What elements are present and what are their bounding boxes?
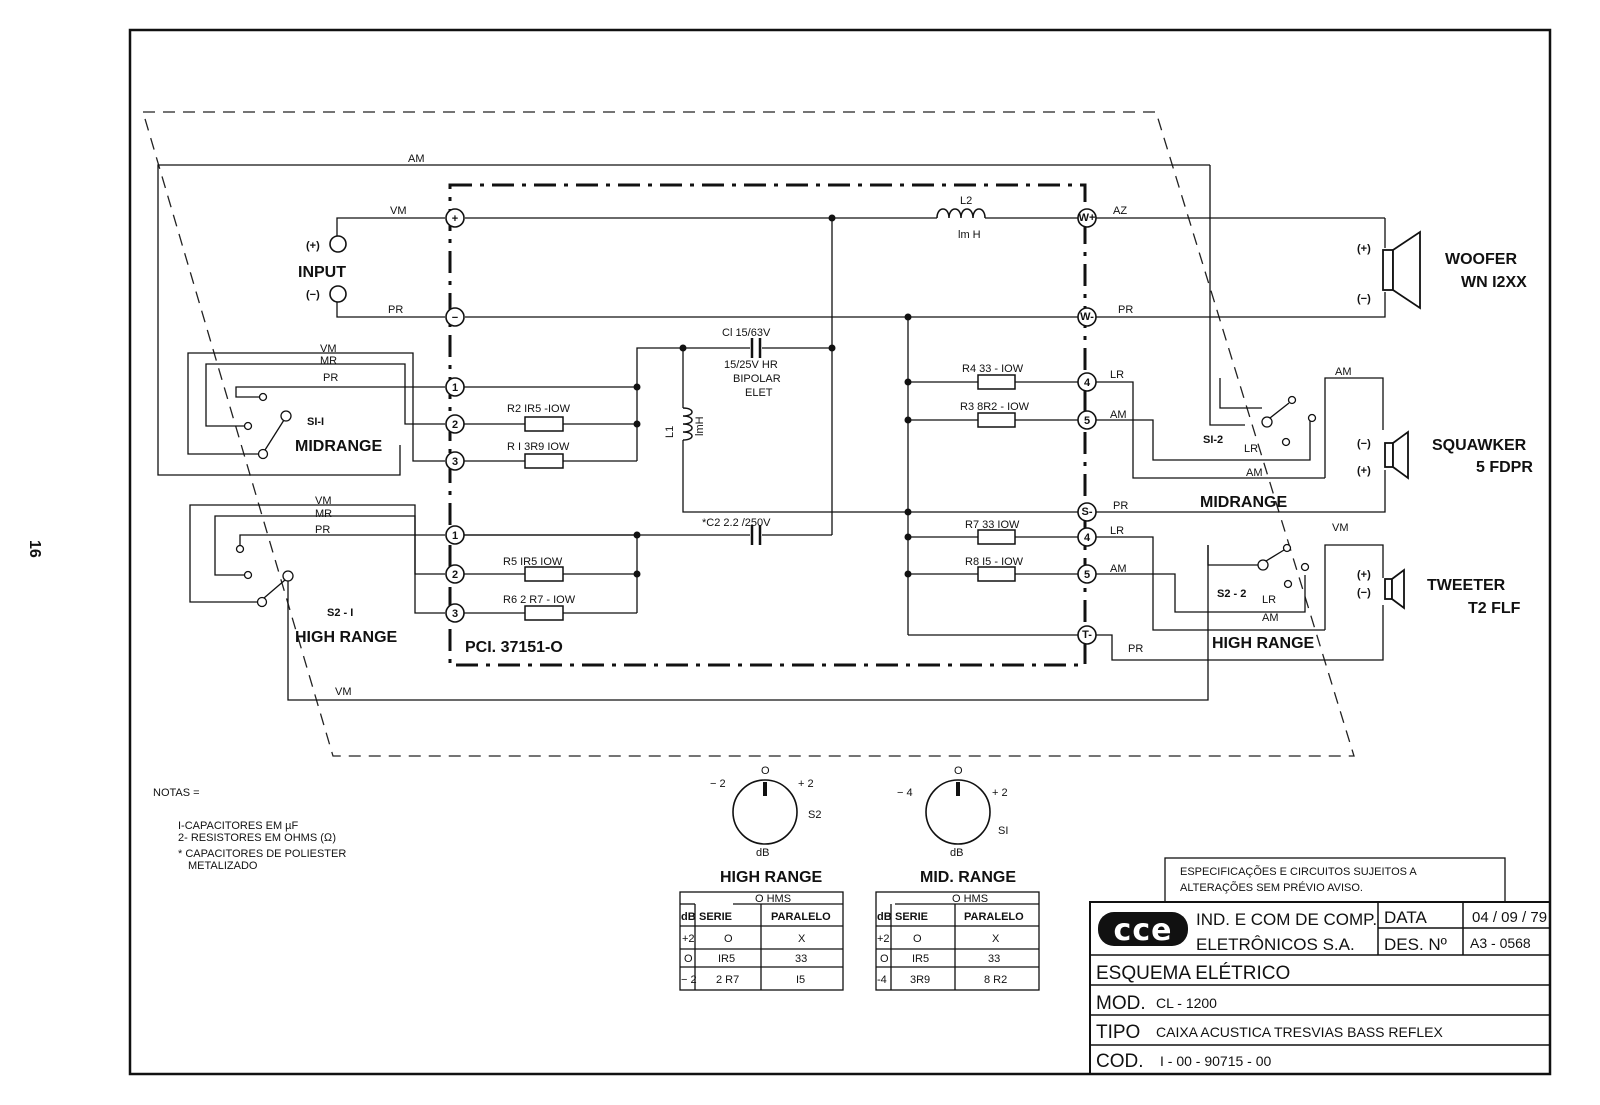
dial-s2-label: S2 <box>808 809 822 821</box>
switch-s2-2-label: S2 - 2 <box>1217 588 1247 600</box>
des-label: DES. Nº <box>1384 935 1447 954</box>
switch-s2-1-label: S2 - I <box>327 607 354 619</box>
woofer-model: WN I2XX <box>1461 274 1527 291</box>
wire-vm-bottom: VM <box>335 686 352 698</box>
switch-s1-2 <box>1262 397 1316 446</box>
dial-s2-zero: O <box>761 765 770 777</box>
dial-s2-minus: − 2 <box>710 778 726 790</box>
note-2: 2- RESISTORES EM OHMS (Ω) <box>178 832 336 844</box>
des-value: A3 - 0568 <box>1470 935 1531 951</box>
label-l2: L2 <box>960 195 973 207</box>
terminal-minus: − <box>451 312 459 324</box>
mid-table-r2-serie: IR5 <box>912 953 930 965</box>
high-table-h-paralelo: PARALELO <box>771 911 831 923</box>
wire-lr-s1-2: LR <box>1244 443 1259 455</box>
high-table-r3-serie: 2 R7 <box>716 974 740 986</box>
terminal-4-high: 4 <box>1083 532 1091 544</box>
terminal-1-high: 1 <box>451 530 459 542</box>
wire-vm-input: VM <box>390 205 407 217</box>
mid-range-table <box>876 892 1039 990</box>
label-c1-alt3: ELET <box>745 387 773 399</box>
woofer-speaker-icon <box>1383 232 1420 308</box>
squawker-plus: (+) <box>1357 465 1371 477</box>
mod-label: MOD. <box>1096 993 1146 1014</box>
resistor-r4 <box>978 375 1015 389</box>
dial-s1-plus: + 2 <box>992 787 1008 799</box>
label-c1-alt1: 15/25V HR <box>724 359 778 371</box>
wire-lr-mid: LR <box>1110 369 1125 381</box>
high-table-r2-serie: IR5 <box>718 953 736 965</box>
wire-lr-s2-2: LR <box>1262 594 1277 606</box>
woofer-name: WOOFER <box>1445 251 1517 268</box>
terminal-5-mid: 5 <box>1083 415 1091 427</box>
terminal-1-mid: 1 <box>451 382 459 394</box>
inductor-l1 <box>683 408 692 440</box>
resistor-r1 <box>525 454 563 468</box>
terminal-4-mid: 4 <box>1083 377 1091 389</box>
mid-table-h-paralelo: PARALELO <box>964 911 1024 923</box>
section-labels <box>295 240 1315 656</box>
squawker-speaker-icon <box>1385 432 1408 478</box>
label-r1: R I 3R9 IOW <box>507 441 570 453</box>
resistor-r7 <box>978 530 1015 544</box>
wire-vm-tweeter: VM <box>1332 522 1349 534</box>
terminal-w-minus: W- <box>1080 311 1094 323</box>
tipo-label: TIPO <box>1096 1022 1141 1043</box>
wire-pr-input: PR <box>388 304 404 316</box>
mid-range-table-text <box>877 893 1024 986</box>
high-table-h-db: dB <box>681 911 696 923</box>
drawing-title: ESQUEMA ELÉTRICO <box>1096 963 1291 984</box>
label-r8: R8 I5 - IOW <box>965 556 1024 568</box>
spec-line-1: ESPECIFICAÇÕES E CIRCUITOS SUJEITOS A <box>1180 866 1417 878</box>
wire-am-high-loop: AM <box>1262 612 1279 624</box>
label-r2: R2 IR5 -IOW <box>507 403 570 415</box>
mid-table-h-serie: SERIE <box>895 911 929 923</box>
dial-s2 <box>710 765 823 886</box>
input-plus-label: (+) <box>306 240 320 252</box>
input-minus-jack <box>330 286 346 302</box>
wire-pr-s2: PR <box>315 524 331 536</box>
resistors <box>525 375 1015 620</box>
high-range-section-label: HIGH RANGE <box>1212 635 1315 652</box>
high-range-table-text <box>681 893 831 986</box>
label-l1-value: lmH <box>694 416 706 436</box>
woofer-minus: (−) <box>1357 293 1371 305</box>
label-r4: R4 33 - IOW <box>962 363 1024 375</box>
cod-value: I - 00 - 90715 - 00 <box>1160 1053 1272 1069</box>
label-c1-alt2: BIPOLAR <box>733 373 781 385</box>
mid-table-ohms: O HMS <box>952 893 989 905</box>
mid-table-r3-serie: 3R9 <box>910 974 931 986</box>
dial-s2-title: HIGH RANGE <box>720 869 823 886</box>
resistor-r8 <box>978 567 1015 581</box>
switch-s2-1 <box>237 546 294 607</box>
mid-table-r3-paralelo: 8 R2 <box>984 974 1008 986</box>
tweeter-minus: (−) <box>1357 587 1371 599</box>
switch-s2-2 <box>1258 545 1309 588</box>
wire-mr-s2: MR <box>315 508 333 520</box>
input-plus-jack <box>330 236 346 252</box>
high-table-r3-db: − 2 <box>681 974 697 986</box>
resistor-r5 <box>525 567 563 581</box>
wire-am-mid: AM <box>1110 409 1127 421</box>
tweeter-name: TWEETER <box>1427 577 1506 594</box>
terminal-plus: + <box>451 213 459 225</box>
label-c2: *C2 2.2 /250V <box>702 517 771 529</box>
mid-table-h-db: dB <box>877 911 892 923</box>
mod-value: CL - 1200 <box>1156 995 1217 1011</box>
high-table-ohms: O HMS <box>755 893 792 905</box>
mid-table-r1-serie: O <box>913 933 922 945</box>
tweeter-model: T2 FLF <box>1468 600 1521 617</box>
dial-s2-plus: + 2 <box>798 778 814 790</box>
wire-labels <box>315 153 1352 698</box>
tweeter-speaker-icon <box>1385 570 1404 608</box>
label-c1: Cl 15/63V <box>722 327 771 339</box>
dial-s1-zero: O <box>954 765 963 777</box>
terminal-w-plus: W+ <box>1078 212 1096 224</box>
switch-s1-2-label: SI-2 <box>1203 434 1224 446</box>
data-value: 04 / 09 / 79 <box>1472 909 1548 926</box>
high-table-r2-paralelo: 33 <box>795 953 808 965</box>
high-table-r1-paralelo: X <box>798 933 806 945</box>
tipo-value: CAIXA ACUSTICA TRESVIAS BASS REFLEX <box>1156 1024 1443 1040</box>
component-labels <box>503 195 1030 606</box>
woofer-plus: (+) <box>1357 243 1371 255</box>
high-table-h-serie: SERIE <box>699 911 733 923</box>
terminal-3-mid: 3 <box>451 456 459 468</box>
dial-s2-unit: dB <box>756 847 770 859</box>
note-3: * CAPACITORES DE POLIESTER <box>178 848 347 860</box>
label-r3: R3 8R2 - IOW <box>960 401 1030 413</box>
cod-label: COD. <box>1096 1051 1144 1072</box>
wire-lr-high: LR <box>1110 525 1125 537</box>
wire-am-top: AM <box>408 153 425 165</box>
mid-table-r2-paralelo: 33 <box>988 953 1001 965</box>
notes <box>153 787 346 872</box>
switch-s1-1-name: MIDRANGE <box>295 438 383 455</box>
wire-pr-tweeter: PR <box>1128 643 1144 655</box>
terminal-2-mid: 2 <box>451 419 459 431</box>
label-r5: R5 IR5 IOW <box>503 556 563 568</box>
wire-am-high: AM <box>1110 563 1127 575</box>
wire-vm-s2: VM <box>315 495 332 507</box>
squawker-model: 5 FDPR <box>1476 459 1533 476</box>
tweeter-plus: (+) <box>1357 569 1371 581</box>
label-r7: R7 33 IOW <box>965 519 1020 531</box>
company-line-1: IND. E COM DE COMP. <box>1196 910 1378 929</box>
terminal-5-high: 5 <box>1083 569 1091 581</box>
label-l1: L1 <box>664 425 676 438</box>
high-table-r3-paralelo: I5 <box>796 974 806 986</box>
wire-pr-woofer: PR <box>1118 304 1134 316</box>
company-line-2: ELETRÔNICOS S.A. <box>1196 935 1355 954</box>
dial-s1-minus: − 4 <box>897 787 913 799</box>
mid-table-r2-db: O <box>880 953 889 965</box>
inductor-l2 <box>937 209 985 218</box>
note-1: I-CAPACITORES EM µF <box>178 820 299 832</box>
wire-az-woofer: AZ <box>1113 205 1128 217</box>
spec-notice <box>1165 858 1505 902</box>
mid-table-r1-db: +2 <box>877 933 890 945</box>
switch-s2-1-name: HIGH RANGE <box>295 629 398 646</box>
input-minus-label: (−) <box>306 289 320 301</box>
data-label: DATA <box>1384 908 1427 927</box>
midrange-section-label: MIDRANGE <box>1200 494 1288 511</box>
mid-table-r1-paralelo: X <box>992 933 1000 945</box>
pcb-label: PCI. 37151-O <box>465 639 563 656</box>
terminal-t-minus: T- <box>1082 629 1092 641</box>
dial-s1 <box>897 765 1016 886</box>
terminal-3-high: 3 <box>451 608 459 620</box>
resistor-r6 <box>525 606 563 620</box>
squawker-name: SQUAWKER <box>1432 437 1527 454</box>
mid-table-r3-db: -4 <box>877 974 887 986</box>
notes-heading: NOTAS = <box>153 787 200 799</box>
cce-logo-text: cce <box>1113 913 1173 948</box>
resistor-r2 <box>525 417 563 431</box>
spec-line-2: ALTERAÇÕES SEM PRÉVIO AVISO. <box>1180 882 1363 894</box>
squawker-minus: (−) <box>1357 438 1371 450</box>
wire-vm-s1: VM <box>320 343 337 355</box>
label-r6: R6 2 R7 - IOW <box>503 594 576 606</box>
dial-s1-unit: dB <box>950 847 964 859</box>
wire-am-mid-loop: AM <box>1246 467 1263 479</box>
input-label: INPUT <box>298 264 346 281</box>
high-range-table <box>680 892 843 990</box>
high-table-r1-db: +2 <box>682 933 695 945</box>
capacitor-c1 <box>752 338 760 358</box>
resistor-r3 <box>978 413 1015 427</box>
wire-am-squawker: AM <box>1335 366 1352 378</box>
page-number: 16 <box>26 540 43 558</box>
high-table-r2-db: O <box>684 953 693 965</box>
cce-logo <box>1098 912 1188 948</box>
dial-s1-label: SI <box>998 825 1009 837</box>
high-table-r1-serie: O <box>724 933 733 945</box>
switch-s1-1-label: SI-I <box>307 416 325 428</box>
terminal-s-minus: S- <box>1081 506 1093 518</box>
wire-mr-s1: MR <box>320 355 338 367</box>
wire-pr-squawker: PR <box>1113 500 1129 512</box>
wire-pr-s1: PR <box>323 372 339 384</box>
dial-s1-title: MID. RANGE <box>920 869 1016 886</box>
label-l2-value: lm H <box>958 229 981 241</box>
terminal-2-high: 2 <box>451 569 459 581</box>
note-4: METALIZADO <box>188 860 258 872</box>
switch-s1-1 <box>245 394 292 459</box>
